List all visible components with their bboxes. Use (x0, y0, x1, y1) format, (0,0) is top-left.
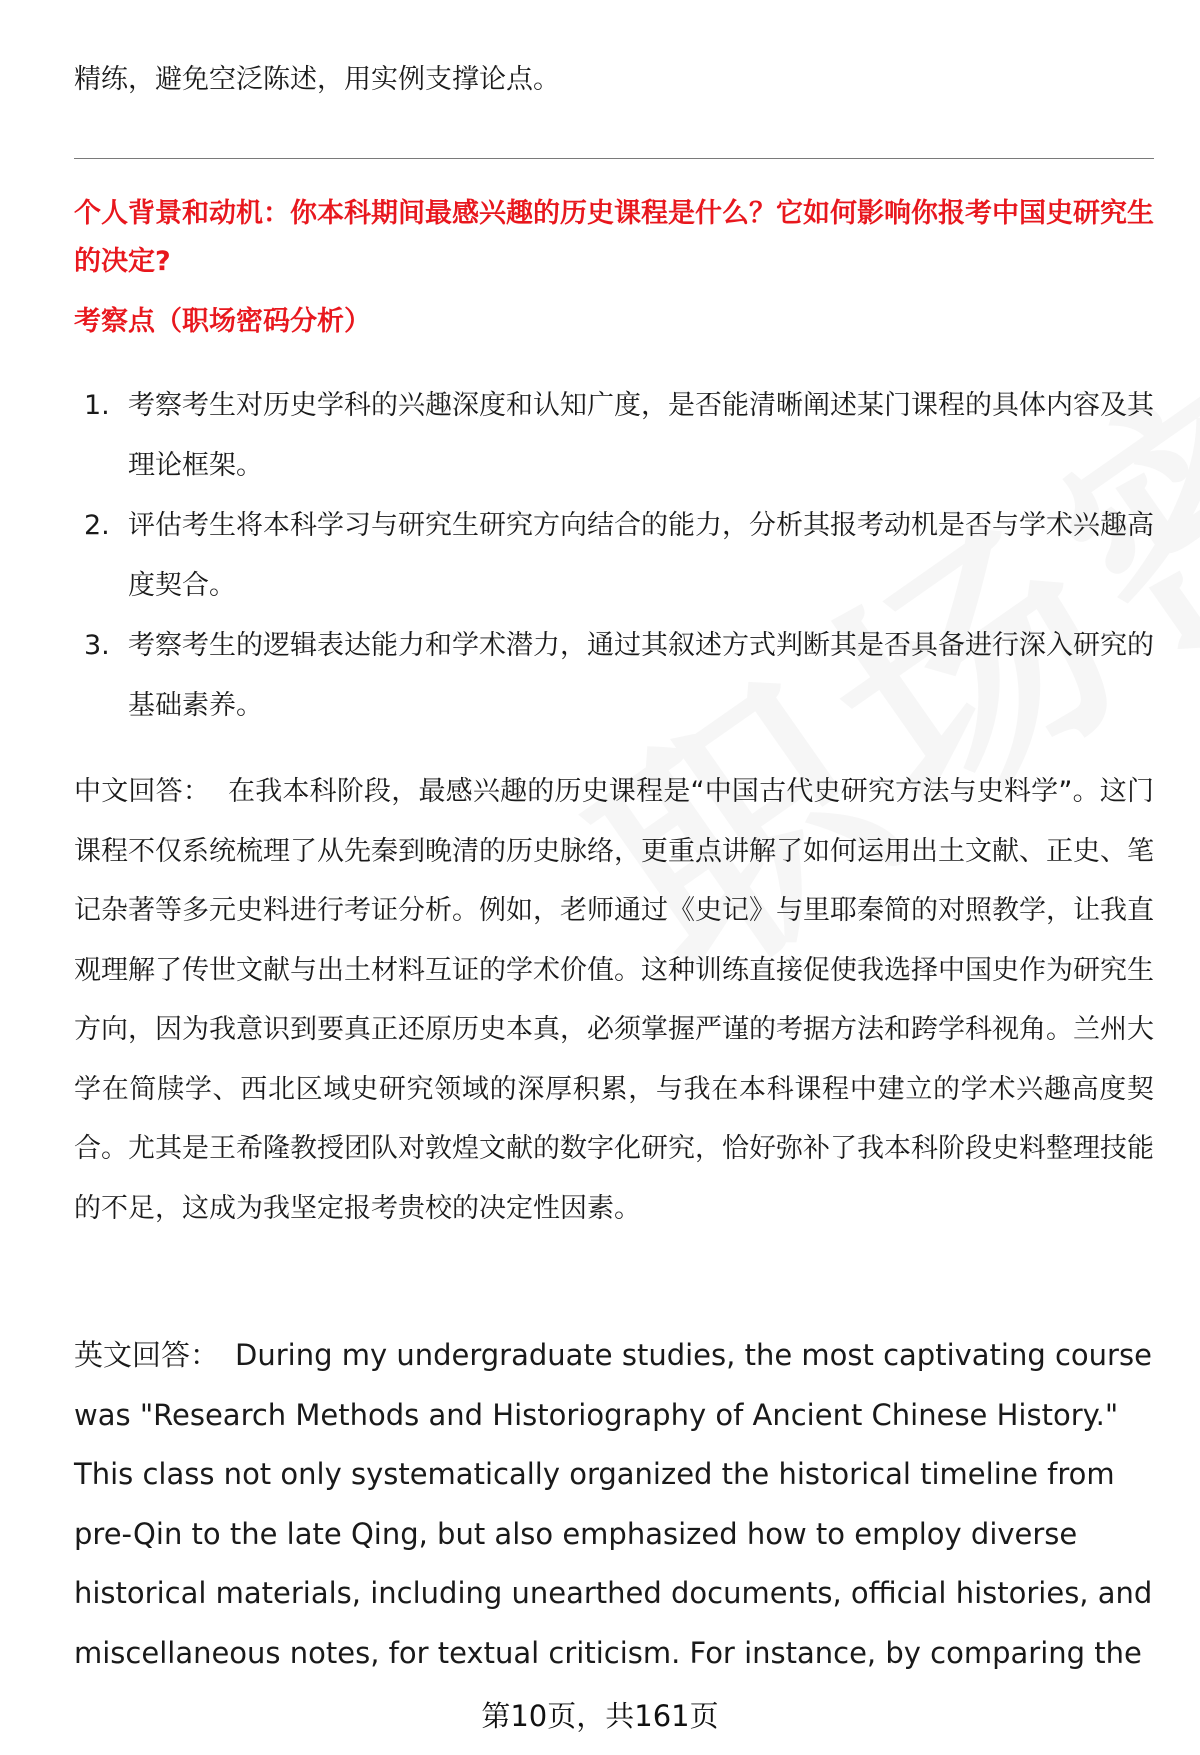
assessment-point (84, 496, 1154, 616)
chinese-answer-label: 中文回答： (74, 776, 211, 807)
point-number: 1. (84, 390, 110, 421)
point-text: 评估考生将本科学习与研究生研究方向结合的能力，分析其报考动机是否与学术兴趣高度契合。 (128, 510, 1154, 601)
intro-tail-text: 精练，避免空泛陈述，用实例支撑论点。 (74, 64, 560, 95)
point-text: 考察考生对历史学科的兴趣深度和认知广度，是否能清晰阐述某门课程的具体内容及其理论框架。 (128, 390, 1154, 481)
english-answer-label: 英文回答： (74, 1338, 220, 1372)
point-number: 3. (84, 630, 110, 661)
assessment-point (84, 616, 1154, 736)
page-footer: 第10页，共161页 (481, 1699, 719, 1733)
question-heading: 个人背景和动机：你本科期间最感兴趣的历史课程是什么？它如何影响你报考中国史研究生的决定? (74, 198, 1154, 277)
chinese-answer (74, 762, 1154, 1238)
english-answer-text: During my undergraduate studies, the most captivating course was "Research Methods and Historiography of Ancient Chinese History." This class not only systematically organized the historical timeline from pre-Qin to the late Qing, but also emphasized how to employ diverse historical materials, including unearthed documents, official histories, and miscellaneous notes, for textual criticism. For instance, by comparing the (74, 1338, 1153, 1670)
point-text: 考察考生的逻辑表达能力和学术潜力，通过其叙述方式判断其是否具备进行深入研究的基础素养。 (128, 630, 1154, 721)
english-answer (74, 1326, 1154, 1683)
point-number: 2. (84, 510, 110, 541)
section-divider (74, 158, 1154, 159)
assessment-point (84, 376, 1154, 496)
assessment-heading: 考察点（职场密码分析） (74, 306, 371, 337)
chinese-answer-text: 在我本科阶段，最感兴趣的历史课程是“中国古代史研究方法与史料学”。这门课程不仅系统梳理了从先秦到晚清的历史脉络，更重点讲解了如何运用出土文献、正史、笔记杂著等多元史料进行考证分析。例如，老师通过《史记》与里耶秦简的对照教学，让我直观理解了传世文献与出土材料互证的学术价值。这种训练直接促使我选择中国史作为研究生方向，因为我意识到要真正还原历史本真，必须掌握严谨的考据方法和跨学科视角。兰州大学在简牍学、西北区域史研究领域的深厚积累，与我在本科课程中建立的学术兴趣高度契合。尤其是王希隆教授团队对敦煌文献的数字化研究，恰好弥补了我本科阶段史料整理技能的不足，这成为我坚定报考贵校的决定性因素。 (74, 776, 1154, 1224)
assessment-points-list (84, 376, 1154, 736)
